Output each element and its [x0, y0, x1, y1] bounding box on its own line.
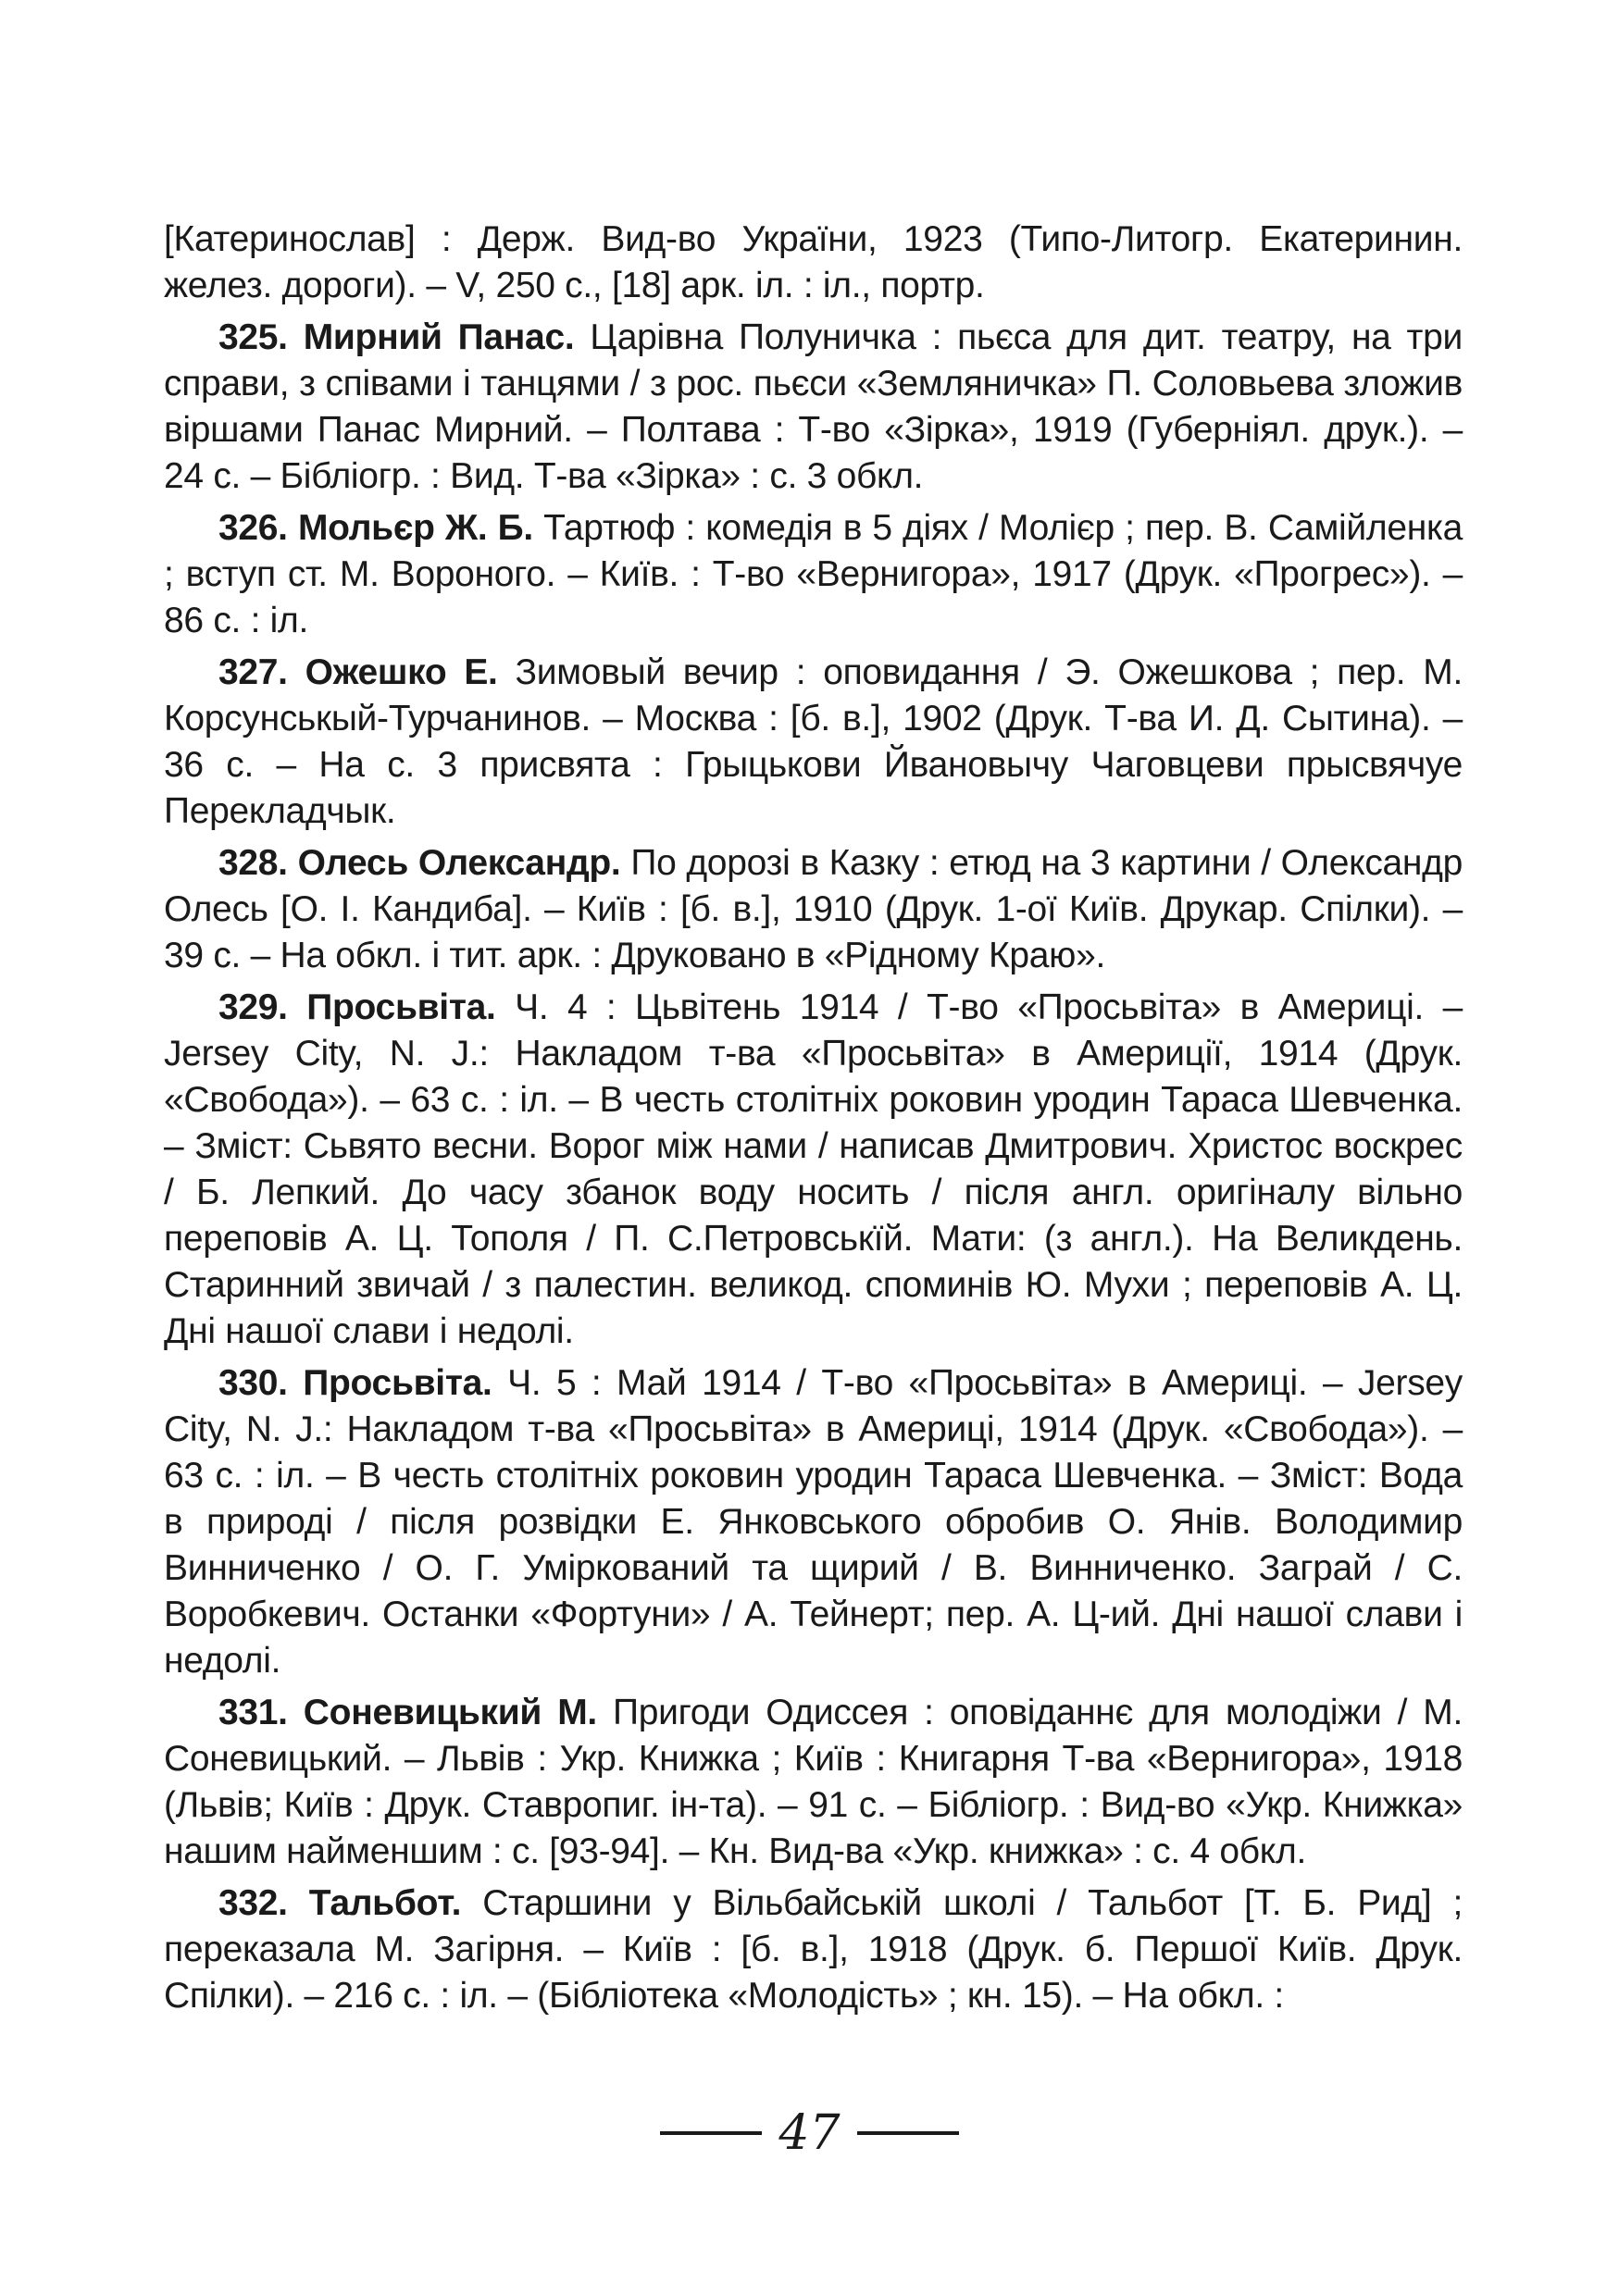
bibliography-entry-332 [164, 1880, 1463, 2019]
entry-heading: 325. Мирний Панас. [218, 317, 575, 357]
footer-rule-right [857, 2131, 959, 2135]
entry-body: Пригоди Одиссея : оповіданнє для молодіжи / М. Соневицький. – Львів : Укр. Книжка ; Київ : Книгарня Т-ва «Вернигора», 1918 (Львів; Київ : Друк. Ставропиг. ін-та). – 91 с. – Бібліогр. : Вид-во «Укр. Книжка» нашим найменшим : с. [93-94]. – Кн. Вид-ва «Укр. книжка» : с. 4 обкл. [164, 1693, 1463, 1871]
bibliography-text [164, 217, 1463, 2025]
bibliography-entry-328 [164, 840, 1463, 979]
bibliography-entry-329 [164, 985, 1463, 1355]
entry-body: По дорозі в Казку : етюд на 3 картини / Олександр Олесь [О. І. Кандиба]. – Київ : [б. в.], 1910 (Друк. 1-ої Київ. Друкар. Спілки). – 39 с. – На обкл. і тит. арк. : Друковано в «Рідному Краю». [164, 843, 1463, 975]
entry-body: Царівна Полуничка : пьєса для дит. театру, на три справи, з співами і танцями / з рос. пьєси «Земляничка» П. Соловьева зложив віршами Панас Мирний. – Полтава : Т-во «Зірка», 1919 (Губерніял. друк.). – 24 с. – Бібліогр. : Вид. Т-ва «Зірка» : с. 3 обкл. [164, 317, 1463, 496]
entry-heading: 326. Мольєр Ж. Б. [218, 508, 533, 548]
entry-body: Тартюф : комедія в 5 діях / Молієр ; пер. В. Самійленка ; вступ ст. М. Вороного. – Київ. : Т-во «Вернигора», 1917 (Друк. «Прогрес»). – 86 с. : іл. [164, 508, 1463, 640]
entry-body: Ч. 5 : Май 1914 / Т-во «Просьвіта» в Америці. – Jersey City, N. J.: Накладом т-ва «Просьвіта» в Америці, 1914 (Друк. «Свобода»). – 63 с. : іл. – В честь столітніх роковин уродин Тараса Шевченка. – Зміст: Вода в природі / після розвідки Е. Янковського обробив О. Янів. Володимир Винниченко / О. Г. Умірковaний та щирий / В. Винниченко. Заграй / С. Воробкевич. Останки «Фортуни» / А. Тейнерт; пер. А. Ц-ий. Дні нашої слави і недолі. [164, 1363, 1463, 1681]
page-footer [0, 2101, 1619, 2166]
entry-heading: 331. Соневицький М. [218, 1693, 597, 1732]
entry-body: Ч. 4 : Цьвітень 1914 / Т-во «Просьвіта» в Америці. – Jersey City, N. J.: Накладом т-ва «Просьвіта» в Америції, 1914 (Друк. «Свобода»). – 63 с. : іл. – В честь столітніх роковин уродин Тараса Шевченка. – Зміст: Сьвято весни. Ворог між нами / написав Дмитрович. Христос воскрес / Б. Лепкий. До часу збанок воду носить / після англ. оригіналу вільно переповів А. Ц. Тополя / П. С.Петровськїй. Мати: (з англ.). На Великдень. Старинний звичай / з палестин. великод. споминів Ю. Мухи ; переповів А. Ц. Дні нашої слави і недолі. [164, 987, 1463, 1351]
entry-heading: 332. Тальбот. [218, 1883, 462, 1923]
entry-heading: 330. Просьвіта. [218, 1363, 492, 1403]
bibliography-entry-331 [164, 1690, 1463, 1875]
continuation-paragraph: [Катеринослав] : Держ. Вид-во України, 1923 (Типо-Литогр. Екатеринин. желез. дороги). – V, 250 с., [18] арк. іл. : іл., портр. [164, 219, 1463, 305]
bibliography-entry-325 [164, 315, 1463, 500]
footer-rule-left [660, 2131, 762, 2135]
entry-heading: 328. Олесь Олександр. [218, 843, 621, 883]
entry-heading: 329. Просьвіта. [218, 987, 496, 1027]
entry-heading: 327. Ожешко Е. [218, 652, 498, 692]
bibliography-entry-330 [164, 1360, 1463, 1684]
entry-body: Зимовый вечир : оповидання / Э. Ожешкова ; пер. М. Корсунськый-Турчанинов. – Москва : [б. в.], 1902 (Друк. Т-ва И. Д. Сытина). – 36 с. – На с. 3 присвята : Грыцькови Йвановычу Чаговцеви прысвячуе Перекладчык. [164, 652, 1463, 831]
page-number: 47 [778, 2105, 841, 2161]
bibliography-entry-326 [164, 505, 1463, 644]
entry-body: Старшини у Вільбайській школі / Тальбот [Т. Б. Рид] ; переказала М. Загірня. – Київ : [б. в.], 1918 (Друк. б. Першої Київ. Друк. Спілки). – 216 с. : іл. – (Бібліотека «Молодість» ; кн. 15). – На обкл. : [164, 1883, 1463, 2016]
bibliography-entry-327 [164, 650, 1463, 835]
